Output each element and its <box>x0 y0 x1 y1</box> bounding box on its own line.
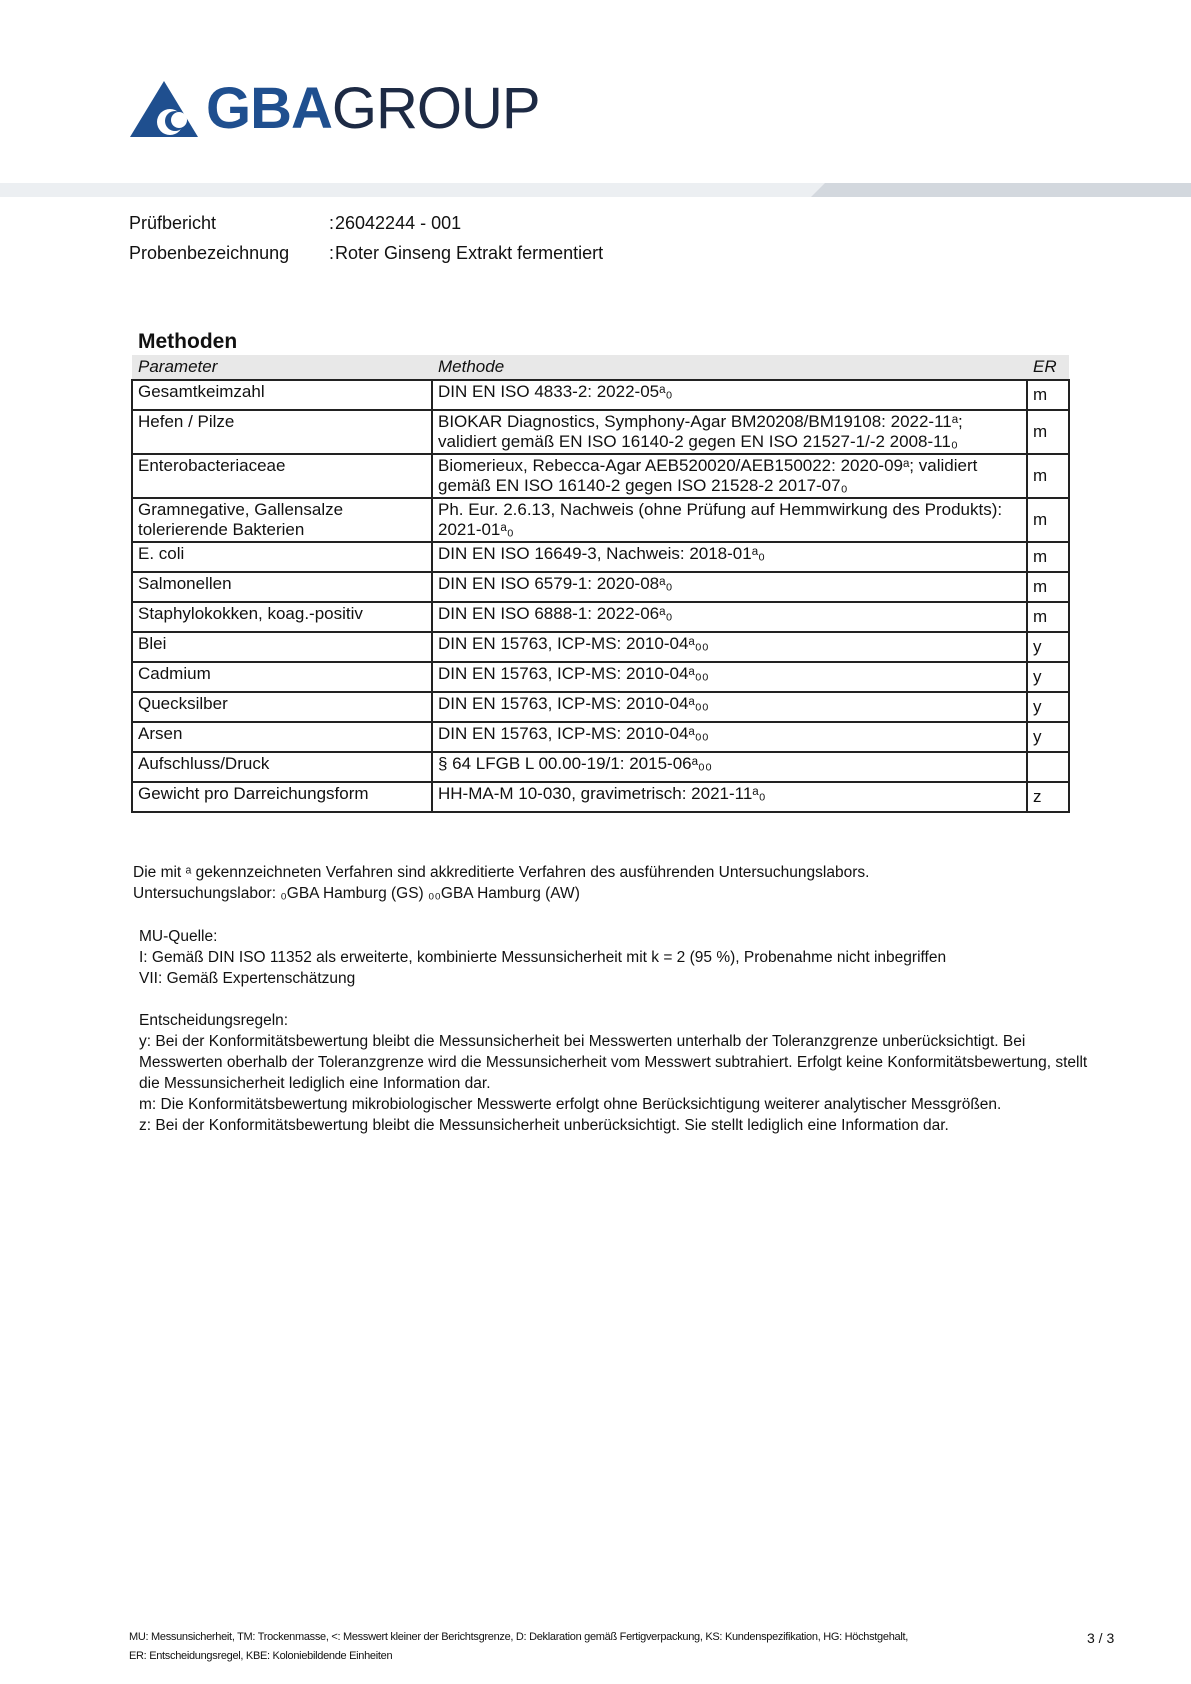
methods-table <box>131 355 1070 813</box>
cell-er: m <box>1027 602 1069 632</box>
table-row <box>132 782 1069 812</box>
logo-gba: GBA <box>206 76 332 141</box>
header-parameter: Parameter <box>132 355 432 380</box>
cell-er: m <box>1027 572 1069 602</box>
cell-method: DIN EN ISO 6579-1: 2020-08ᵃ₀ <box>432 572 1027 602</box>
cell-parameter: Gewicht pro Darreichungsform <box>132 782 432 812</box>
labs-text: Untersuchungslabor: ₀GBA Hamburg (GS) ₀₀GBA Hamburg (AW) <box>133 885 580 902</box>
table-row <box>132 692 1069 722</box>
mu-source-notes <box>139 926 1089 989</box>
cell-method: DIN EN ISO 4833-2: 2022-05ᵃ₀ <box>432 380 1027 410</box>
cell-er: y <box>1027 662 1069 692</box>
sample-name: Roter Ginseng Extrakt fermentiert <box>335 242 604 263</box>
cell-method: Ph. Eur. 2.6.13, Nachweis (ohne Prüfung auf Hemmwirkung des Produkts): 2021-01ᵃ₀ <box>432 498 1027 542</box>
cell-er: m <box>1027 498 1069 542</box>
table-row <box>132 410 1069 454</box>
table-row <box>132 498 1069 542</box>
accreditation-notes <box>133 862 1083 904</box>
header-stripe-accent <box>811 183 1191 197</box>
cell-er: m <box>1027 454 1069 498</box>
rule-y: y: Bei der Konformitätsbewertung bleibt die Messunsicherheit bei Messwerten unterhalb der Toleranzgrenze unberücksichtigt. Bei Messwerten oberhalb der Toleranzgrenze wird die Messunsicherheit vom Messwert subtrahiert. Erfolgt keine Konformitätsbewertung, stellt die Messunsicherheit lediglich eine Information dar. <box>139 1033 1088 1092</box>
report-meta <box>129 208 603 268</box>
mu-item-1: I: Gemäß DIN ISO 11352 als erweiterte, kombinierte Messunsicherheit mit k = 2 (95 %), Probenahme nicht inbegriffen <box>139 949 947 966</box>
cell-method: HH-MA-M 10-030, gravimetrisch: 2021-11ᵃ₀ <box>432 782 1027 812</box>
report-separator: : <box>329 212 335 233</box>
table-row <box>132 632 1069 662</box>
rule-z: z: Bei der Konformitätsbewertung bleibt die Messunsicherheit unberücksichtigt. Sie stellt lediglich eine Information dar. <box>139 1117 949 1134</box>
decision-rules <box>139 1010 1089 1136</box>
cell-er: z <box>1027 782 1069 812</box>
cell-parameter: Enterobacteriaceae <box>132 454 432 498</box>
cell-parameter: Blei <box>132 632 432 662</box>
cell-er: y <box>1027 722 1069 752</box>
sample-separator: : <box>329 242 335 263</box>
cell-parameter: Salmonellen <box>132 572 432 602</box>
footer-legend <box>129 1628 1009 1666</box>
table-row <box>132 572 1069 602</box>
page-number: 3 / 3 <box>1087 1630 1115 1646</box>
cell-er: y <box>1027 632 1069 662</box>
gba-logo-mark-icon <box>130 79 200 139</box>
mu-title: MU-Quelle: <box>139 928 218 945</box>
cell-parameter: Gesamtkeimzahl <box>132 380 432 410</box>
footer-line-2: ER: Entscheidungsregel, KBE: Koloniebildende Einheiten <box>129 1650 393 1662</box>
rules-title: Entscheidungsregeln: <box>139 1012 289 1029</box>
methods-title: Methoden <box>138 330 238 353</box>
cell-parameter: Gramnegative, Gallensalze tolerierende Bakterien <box>132 498 432 542</box>
cell-er: m <box>1027 410 1069 454</box>
cell-method: Biomerieux, Rebecca-Agar AEB520020/AEB150022: 2020-09ᵃ; validiert gemäß EN ISO 16140-2 gegen ISO 21528-2 2017-07₀ <box>432 454 1027 498</box>
report-number: 26042244 - 001 <box>335 212 462 233</box>
cell-parameter: Quecksilber <box>132 692 432 722</box>
report-label: Prüfbericht <box>129 212 217 233</box>
cell-parameter: Aufschluss/Druck <box>132 752 432 782</box>
mu-item-2: VII: Gemäß Expertenschätzung <box>139 970 356 987</box>
methods-header-row <box>132 355 1069 380</box>
table-row <box>132 542 1069 572</box>
header-er: ER <box>1027 355 1069 380</box>
cell-method: DIN EN ISO 16649-3, Nachweis: 2018-01ᵃ₀ <box>432 542 1027 572</box>
cell-parameter: Cadmium <box>132 662 432 692</box>
cell-er <box>1027 752 1069 782</box>
table-row <box>132 380 1069 410</box>
logo-wordmark <box>206 78 540 140</box>
table-row <box>132 454 1069 498</box>
cell-er: m <box>1027 380 1069 410</box>
cell-parameter: E. coli <box>132 542 432 572</box>
cell-parameter: Arsen <box>132 722 432 752</box>
accreditation-text: Die mit ᵃ gekennzeichneten Verfahren sind akkreditierte Verfahren des ausführenden Untersuchungslabors. <box>133 864 870 881</box>
cell-method: BIOKAR Diagnostics, Symphony-Agar BM20208/BM19108: 2022-11ᵃ; validiert gemäß EN ISO 16140-2 gegen EN ISO 21527-1/-2 2008-11₀ <box>432 410 1027 454</box>
report-number-row <box>129 208 603 238</box>
cell-method: DIN EN 15763, ICP-MS: 2010-04ᵃ₀₀ <box>432 692 1027 722</box>
cell-er: y <box>1027 692 1069 722</box>
footer-line-1: MU: Messunsicherheit, TM: Trockenmasse, <: Messwert kleiner der Berichtsgrenze, D: Deklaration gemäß Fertigverpackung, KS: Kundenspezifikation, HG: Höchstgehalt, <box>129 1631 908 1643</box>
table-row <box>132 752 1069 782</box>
cell-parameter: Hefen / Pilze <box>132 410 432 454</box>
table-row <box>132 602 1069 632</box>
cell-parameter: Staphylokokken, koag.-positiv <box>132 602 432 632</box>
table-row <box>132 662 1069 692</box>
cell-method: § 64 LFGB L 00.00-19/1: 2015-06ᵃ₀₀ <box>432 752 1027 782</box>
gba-group-logo <box>130 78 540 140</box>
rule-m: m: Die Konformitätsbewertung mikrobiologischer Messwerte erfolgt ohne Berücksichtigung weiterer analytischer Messgrößen. <box>139 1096 1002 1113</box>
logo-group: GROUP <box>331 76 540 141</box>
sample-label: Probenbezeichnung <box>129 242 290 263</box>
cell-method: DIN EN 15763, ICP-MS: 2010-04ᵃ₀₀ <box>432 722 1027 752</box>
cell-method: DIN EN ISO 6888-1: 2022-06ᵃ₀ <box>432 602 1027 632</box>
sample-row <box>129 238 603 268</box>
table-row <box>132 722 1069 752</box>
cell-method: DIN EN 15763, ICP-MS: 2010-04ᵃ₀₀ <box>432 632 1027 662</box>
header-method: Methode <box>432 355 1027 380</box>
cell-er: m <box>1027 542 1069 572</box>
cell-method: DIN EN 15763, ICP-MS: 2010-04ᵃ₀₀ <box>432 662 1027 692</box>
